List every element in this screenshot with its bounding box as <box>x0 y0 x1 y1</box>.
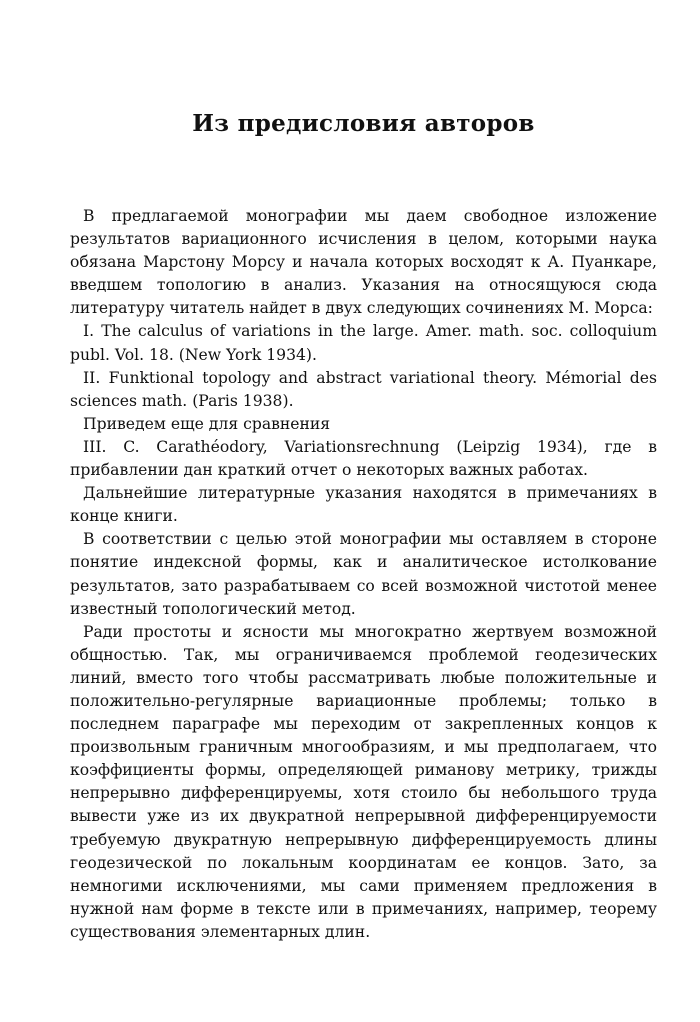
preface-body <box>70 205 657 944</box>
paragraph-reference-2: II. Funktional topology and abstract variational theory. Mémorial des sciences math. (Paris 1938). <box>70 368 657 410</box>
paragraph-comparison-intro: Приведем еще для сравнения <box>83 414 331 433</box>
paragraph-purpose: В соответствии с целью этой монографии мы оставляем в стороне понятие индексной формы, как и аналитическое истолкование результатов, зато разрабатываем со всей возможной чистотой менее известный топологический метод. <box>70 530 657 618</box>
paragraph-reference-1: I. The calculus of variations in the large. Amer. math. soc. colloquium publ. Vol. 18. (New York 1934). <box>70 322 657 364</box>
chapter-title: Из предисловия авторов <box>192 110 535 137</box>
paragraph-reference-3: III. C. Carathéodory, Variationsrechnung (Leipzig 1934), где в прибавлении дан краткий отчет о некоторых важных работах. <box>70 437 657 480</box>
paragraph-intro: В предлагаемой монографии мы даем свободное изложение результатов вариационного исчисления в целом, которыми наука обязана Марстону Морсу и начала которых восходят к А. Пуанкаре, введшем топологию в анализ. Указания на относящуюся сюда литературу читатель найдет в двух следующих сочинениях М. Морса: <box>70 207 657 318</box>
paragraph-further-references: Дальнейшие литературные указания находятся в примечаниях в конце книги. <box>70 484 657 526</box>
paragraph-simplicity: Ради простоты и ясности мы многократно жертвуем возможной общностью. Так, мы ограничиваемся проблемой геодезических линий, вместо того чтобы рассматривать любые положительные и положительно-регулярные вариационные проблемы; только в последнем параграфе мы переходим от закрепленных концов к произвольным граничным многообразиям, и мы предполагаем, что коэффициенты формы, определяющей риманову метрику, трижды непрерывно дифференцируемы, хотя стоило бы небольшого труда вывести уже из их двукратной непрерывной дифференцируемости требуемую двукратную непрерывную дифференцируемость длины геодезической по локальным координатам ее концов. Зато, за немногими исключениями, мы сами применяем предложения в нужной нам форме в тексте или в примечаниях, например, теорему существования элементарных длин. <box>70 622 657 941</box>
